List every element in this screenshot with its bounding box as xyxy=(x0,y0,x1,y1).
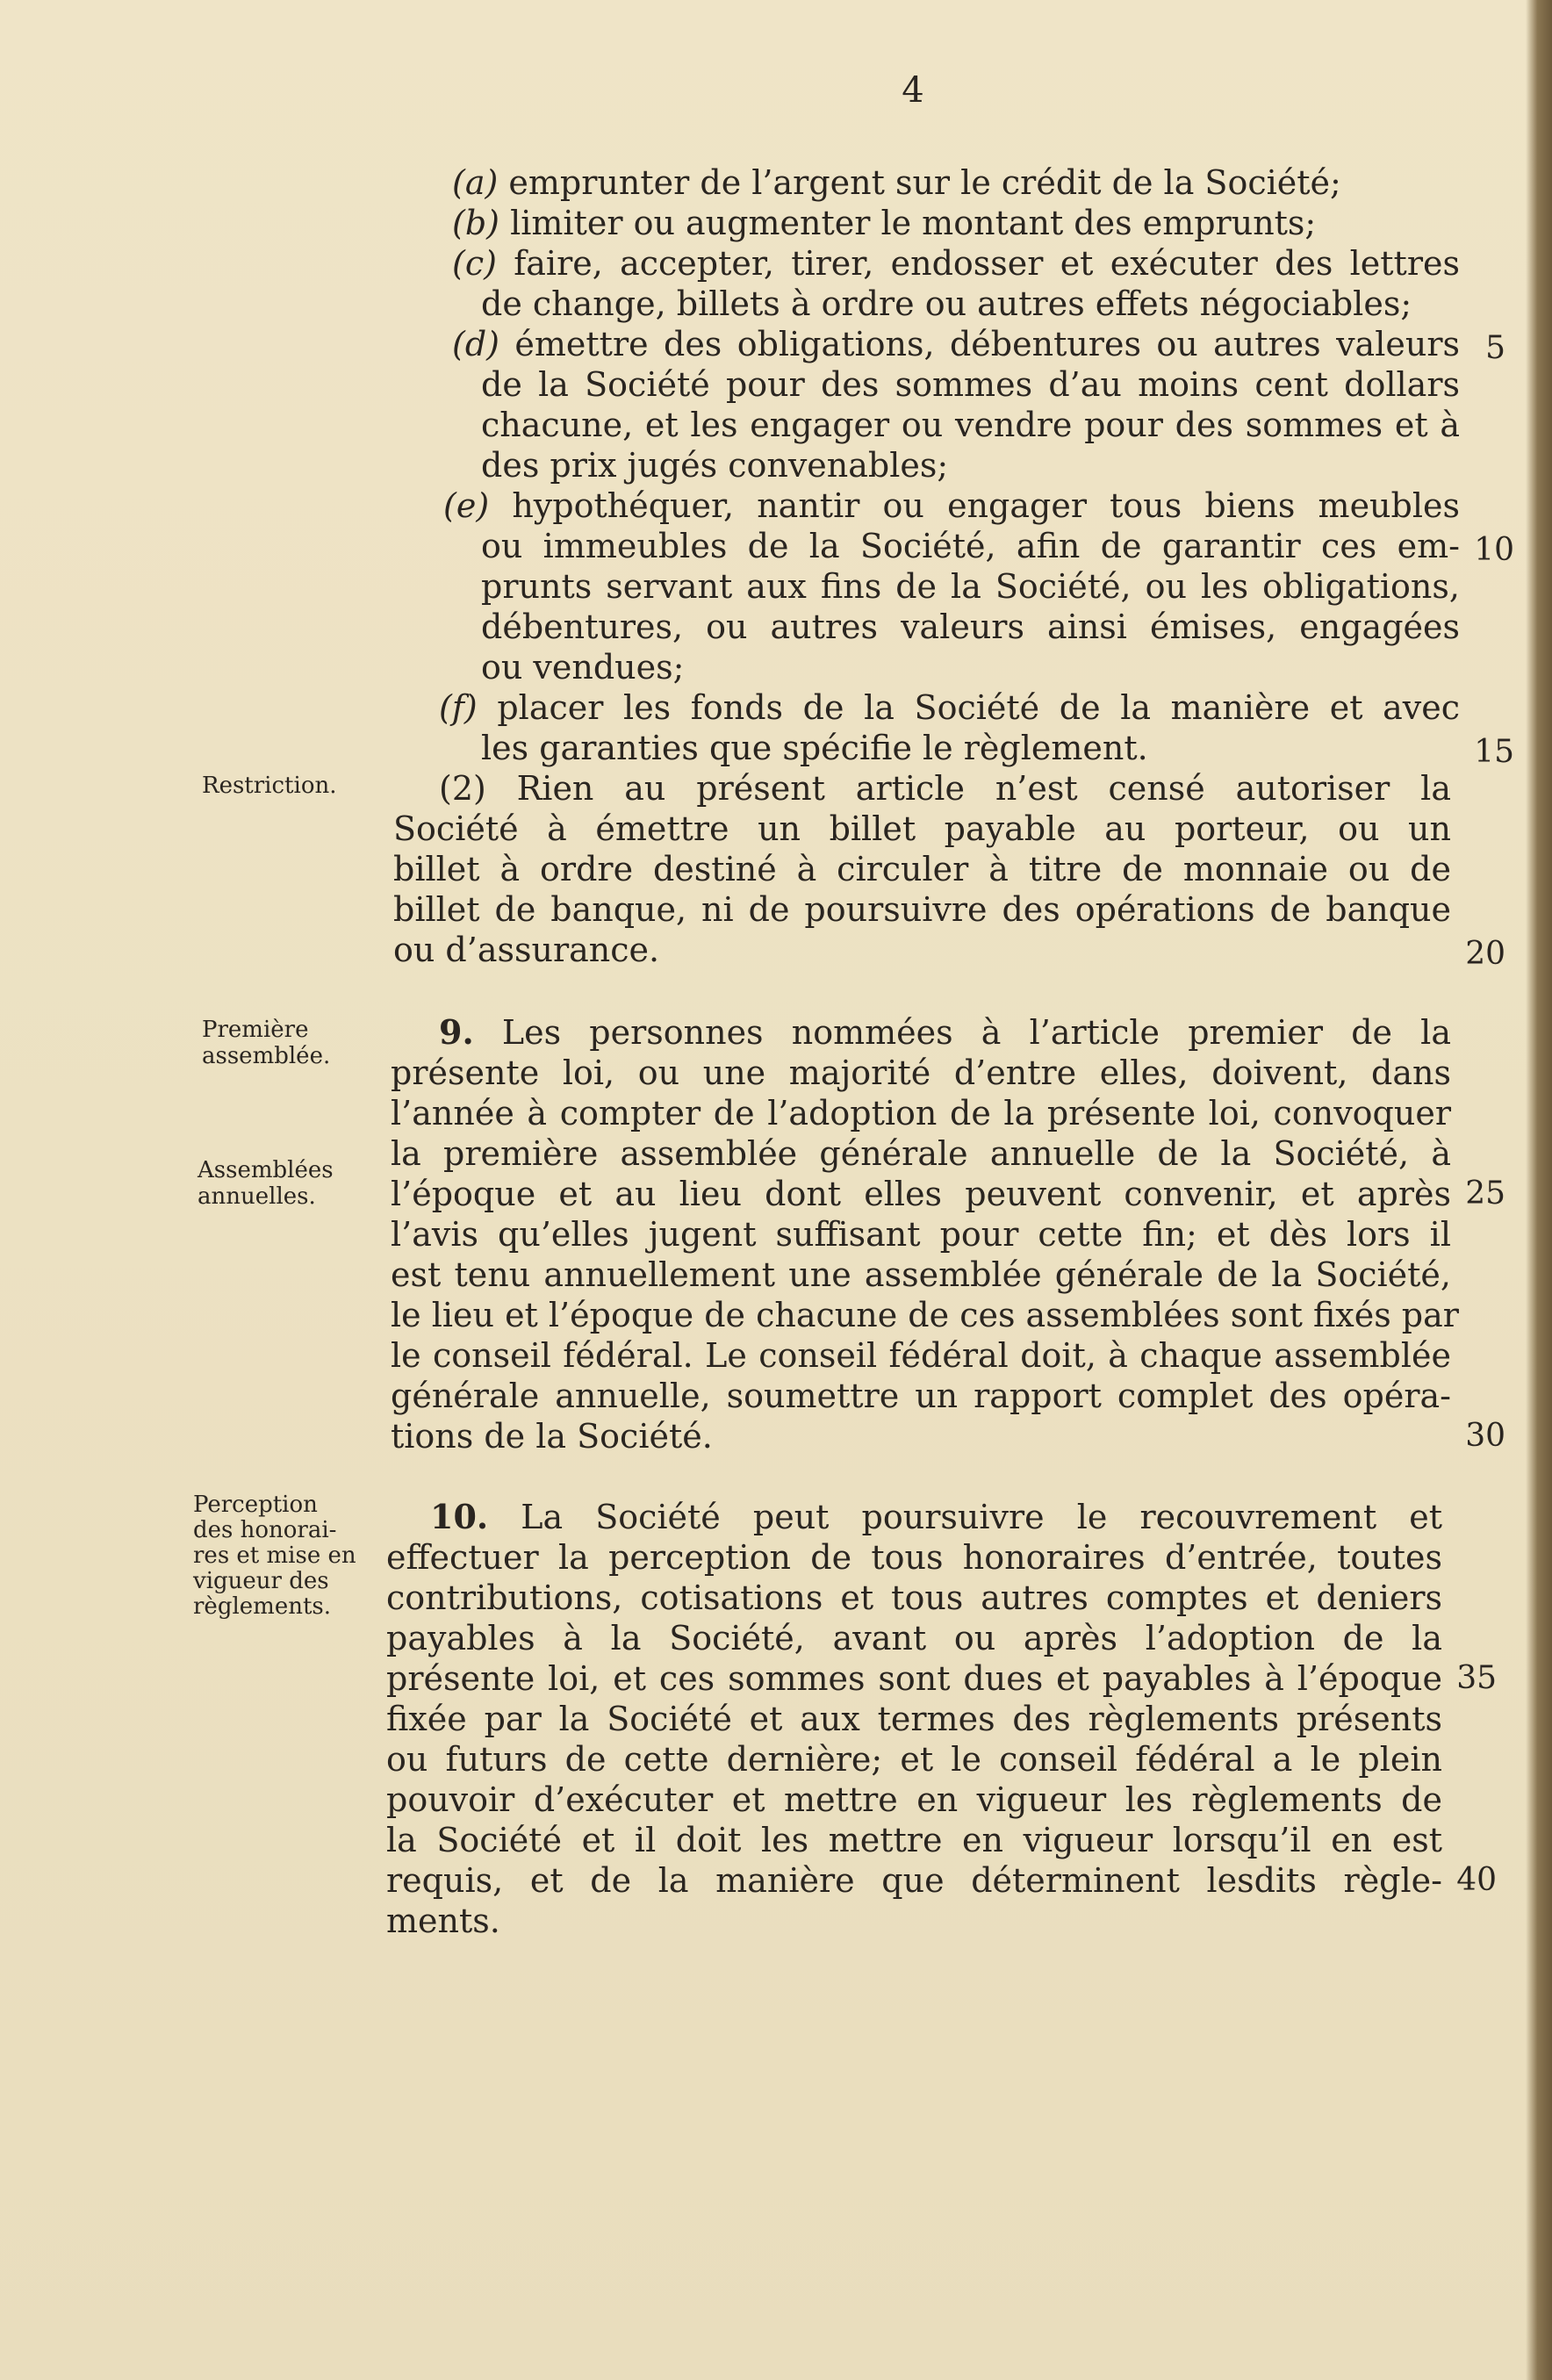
section-number: 9. xyxy=(439,1012,474,1052)
item-label: (a) xyxy=(452,163,499,202)
item-f-line-2: les garanties que spécifie le règlement. xyxy=(481,729,1148,767)
section-10-line-6: fixée par la Société et aux termes des règlements présents xyxy=(386,1700,1442,1738)
item-e-line-5: ou vendues; xyxy=(481,648,685,687)
item-label: (e) xyxy=(443,486,490,525)
section-9-line-2: présente loi, ou une majorité d’entre elles, doivent, dans xyxy=(391,1053,1451,1092)
section-10-line-2: effectuer la perception de tous honoraires d’entrée, toutes xyxy=(386,1538,1442,1577)
item-a-line-1: (a) emprunter de l’argent sur le crédit de la Société; xyxy=(452,163,1341,202)
line-number-30: 30 xyxy=(1465,1418,1505,1454)
section-10-line-8: pouvoir d’exécuter et mettre en vigueur les règlements de xyxy=(386,1780,1442,1819)
subsection-2-line-1: (2) Rien au présent article n’est censé autoriser la xyxy=(439,769,1451,808)
item-c-line-1: (c) faire, accepter, tirer, endosser et exécuter des lettres xyxy=(452,244,1460,283)
line-number-25: 25 xyxy=(1465,1176,1505,1212)
line-number-40: 40 xyxy=(1456,1862,1497,1898)
section-9-line-3: l’année à compter de l’adoption de la présente loi, convoquer xyxy=(391,1094,1451,1132)
section-9-line-6: l’avis qu’elles jugent suffisant pour cette fin; et dès lors il xyxy=(391,1215,1451,1254)
item-e-line-3: prunts servant aux fins de la Société, ou les obligations, xyxy=(481,567,1460,606)
section-10-line-11: ments. xyxy=(386,1902,500,1940)
subsection-2-line-4: billet de banque, ni de poursuivre des opérations de banque xyxy=(393,890,1451,929)
section-number: 10. xyxy=(430,1497,489,1536)
section-10-line-10: requis, et de la manière que déterminent lesdits règle- xyxy=(386,1861,1442,1900)
section-10-line-1: 10. La Société peut poursuivre le recouvrement et xyxy=(430,1497,1442,1536)
margin-note-perception: Perception des honorai- res et mise en vigueur des règlements. xyxy=(193,1492,356,1620)
item-label: (d) xyxy=(452,325,499,363)
item-b-line-1: (b) limiter ou augmenter le montant des emprunts; xyxy=(452,204,1317,242)
item-d-line-3: chacune, et les engager ou vendre pour des sommes et à xyxy=(481,406,1460,444)
item-e-line-2: ou immeubles de la Société, afin de garantir ces em- xyxy=(481,527,1460,565)
section-9-line-10: générale annuelle, soumettre un rapport complet des opéra- xyxy=(391,1377,1451,1415)
section-9-line-11: tions de la Société. xyxy=(391,1417,713,1456)
subsection-2-line-3: billet à ordre destiné à circuler à titre de monnaie ou de xyxy=(393,850,1451,888)
section-9-line-1: 9. Les personnes nommées à l’article premier de la xyxy=(439,1012,1451,1052)
item-label: (b) xyxy=(452,204,499,242)
page-number: 4 xyxy=(902,70,924,111)
section-10-line-9: la Société et il doit les mettre en vigueur lorsqu’il en est xyxy=(386,1821,1442,1859)
line-number-20: 20 xyxy=(1465,936,1505,972)
line-number-35: 35 xyxy=(1456,1660,1497,1696)
item-c-line-2: de change, billets à ordre ou autres effets négociables; xyxy=(481,284,1412,323)
item-e-line-4: débentures, ou autres valeurs ainsi émises, engagées xyxy=(481,608,1460,646)
item-e-line-1: (e) hypothéquer, nantir ou engager tous biens meubles xyxy=(443,486,1460,525)
margin-note-restriction: Restriction. xyxy=(202,773,337,799)
item-f-line-1: (f) placer les fonds de la Société de la manière et avec xyxy=(439,688,1460,727)
line-number-10: 10 xyxy=(1474,532,1514,568)
section-10-line-5: présente loi, et ces sommes sont dues et payables à l’époque xyxy=(386,1659,1442,1698)
section-9-line-7: est tenu annuellement une assemblée générale de la Société, xyxy=(391,1255,1451,1294)
section-9-line-5: l’époque et au lieu dont elles peuvent convenir, et après xyxy=(391,1175,1451,1213)
margin-note-assemblees-annuelles: Assemblées annuelles. xyxy=(198,1157,334,1210)
section-9-line-4: la première assemblée générale annuelle de la Société, à xyxy=(391,1134,1451,1173)
item-label: (f) xyxy=(439,688,478,727)
item-d-line-4: des prix jugés convenables; xyxy=(481,446,949,485)
section-10-line-7: ou futurs de cette dernière; et le conseil fédéral a le plein xyxy=(386,1740,1442,1779)
item-label: (c) xyxy=(452,244,497,283)
page-edge-shadow xyxy=(1526,0,1552,2380)
item-d-line-2: de la Société pour des sommes d’au moins cent dollars xyxy=(481,365,1460,404)
item-d-line-1: (d) émettre des obligations, débentures ou autres valeurs xyxy=(452,325,1460,363)
subsection-2-line-2: Société à émettre un billet payable au porteur, ou un xyxy=(393,809,1451,848)
section-10-line-3: contributions, cotisations et tous autres comptes et deniers xyxy=(386,1578,1442,1617)
line-number-5: 5 xyxy=(1485,330,1505,366)
margin-note-premiere-assemblee: Première assemblée. xyxy=(202,1017,331,1069)
section-9-line-9: le conseil fédéral. Le conseil fédéral doit, à chaque assemblée xyxy=(391,1336,1451,1375)
line-number-15: 15 xyxy=(1474,734,1514,770)
section-10-line-4: payables à la Société, avant ou après l’adoption de la xyxy=(386,1619,1442,1657)
section-9-line-8: le lieu et l’époque de chacune de ces assemblées sont fixés par xyxy=(391,1296,1459,1334)
subsection-2-line-5: ou d’assurance. xyxy=(393,931,660,969)
